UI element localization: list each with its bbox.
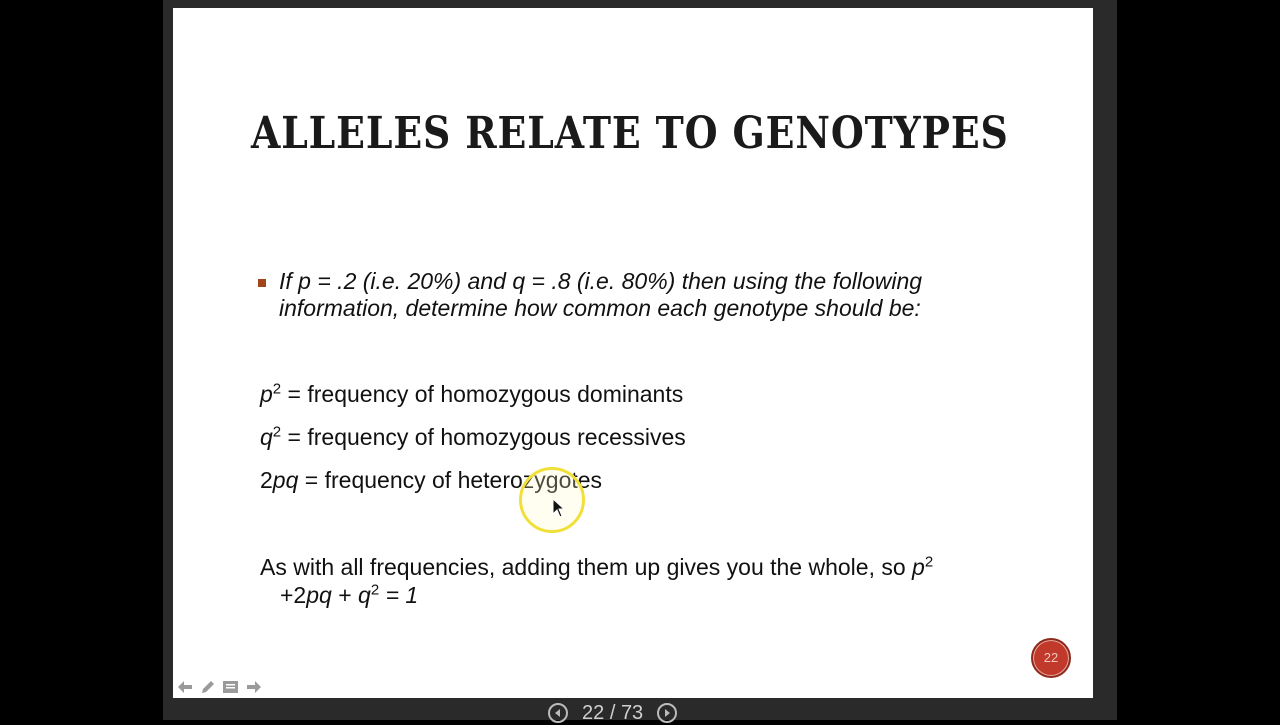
summary-equals-one: = 1	[379, 582, 419, 608]
formula-coefficient: 2	[260, 467, 273, 493]
formula-exponent: 2	[272, 423, 282, 441]
formula-text: = frequency of homozygous dominants	[281, 381, 684, 407]
summary-sentence: As with all frequencies, adding them up gives you the whole, so	[260, 554, 913, 580]
formula-homozygous-dominant	[260, 381, 683, 408]
formula-symbol: pq	[272, 467, 299, 493]
pager-label	[582, 702, 643, 725]
next-slide-icon[interactable]	[657, 703, 677, 723]
formula-symbol: p	[260, 381, 273, 407]
pager-total: 73	[620, 701, 644, 724]
bullet-marker	[258, 279, 266, 287]
slide-pager	[548, 702, 677, 724]
forward-arrow-icon[interactable]	[245, 679, 262, 696]
summary-text	[260, 553, 1030, 609]
summary-p-exponent: 2	[924, 553, 934, 571]
formula-homozygous-recessive	[260, 424, 686, 451]
summary-pq: pq	[306, 582, 332, 608]
pen-icon[interactable]	[199, 679, 216, 696]
formula-symbol: q	[260, 424, 273, 450]
summary-q: q	[358, 582, 371, 608]
bullet-text: If p = .2 (i.e. 20%) and q = .8 (i.e. 80%) then using the following information, determine how common each genotype should be:	[279, 268, 923, 321]
back-arrow-icon[interactable]	[176, 679, 193, 696]
formula-text: = frequency of homozygous recessives	[281, 424, 686, 450]
prev-slide-icon[interactable]	[548, 703, 568, 723]
slides-menu-icon[interactable]	[222, 679, 239, 696]
slide-title: ALLELES RELATE TO GENOTYPES	[251, 108, 1009, 159]
mouse-pointer-icon	[552, 498, 566, 518]
summary-plus: +	[331, 582, 359, 608]
summary-2: +2	[280, 582, 307, 608]
summary-equation	[260, 581, 418, 609]
pager-separator: /	[609, 701, 616, 724]
formula-exponent: 2	[272, 380, 282, 398]
bullet-point	[261, 268, 1021, 322]
summary-q-exponent: 2	[370, 581, 380, 599]
slide	[173, 8, 1093, 698]
summary-p: p	[912, 554, 925, 580]
pager-current: 22	[582, 701, 605, 724]
slide-toolbar	[176, 678, 262, 696]
slide-number-badge: 22	[1031, 638, 1071, 678]
formula-text: = frequency of heterozygotes	[298, 467, 603, 493]
